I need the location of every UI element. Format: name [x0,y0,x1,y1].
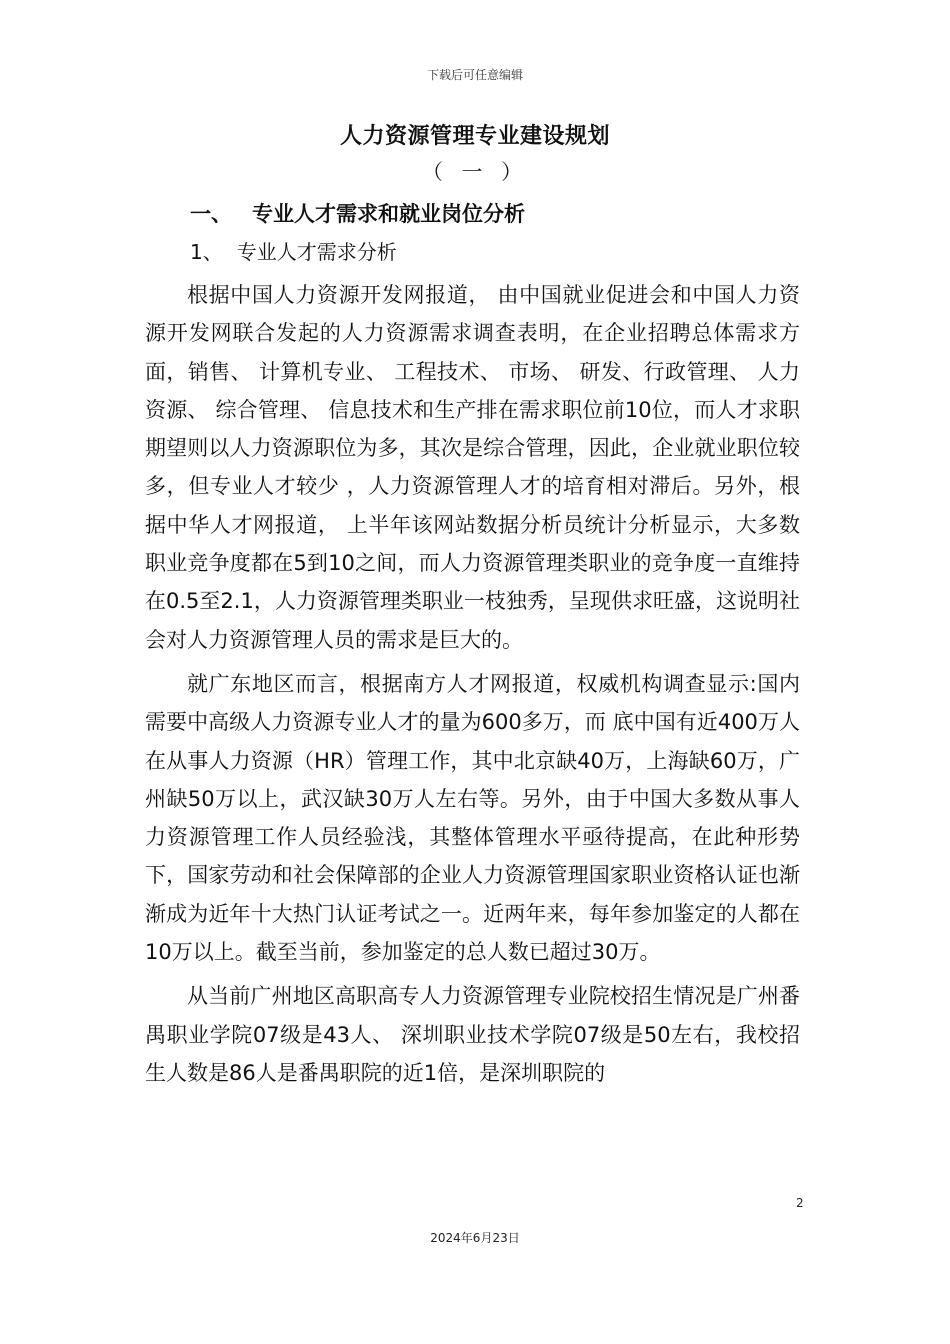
paragraph-1: 根据中国人力资源开发网报道， 由中国就业促进会和中国人力资源开发网联合发起的人力资源需求调查表明，在企业招聘总体需求方面，销售、 计算机专业、 工程技术、 市场、 研发、行政管理、 人力资源、 综合管理、 信息技术和生产排在需求职位前10位，而人才求职期望则以人力资源职位为多，其次是综合管理，因此，企业就业职位较多，但专业人才较少 ，人力资源管理人才的培育相对滞后。另外，根据中华人才网报道， 上半年该网站数据分析员统计分析显示，大多数职业竞争度都在5到10之间，而人力资源管理类职业的竞争度一直维持在0.5至2.1，人力资源管理类职业一枝独秀，呈现供求旺盛，这说明社会对人力资源管理人员的需求是巨大的。 [145,283,800,652]
subsection-heading [190,236,397,265]
document-subtitle: （ 一 ） [421,160,529,184]
paragraph-3: 从当前广州地区高职高专人力资源管理专业院校招生情况是广州番禺职业学院07级是43人、 深圳职业技术学院07级是50左右，我校招生人数是86人是番禺职院的近1倍，是深圳职院的 [145,984,800,1085]
section-title: 专业人才需求和就业岗位分析 [252,202,525,226]
page-number: 2 [796,1196,804,1210]
document-title: 人力资源管理专业建设规划 [339,124,610,149]
subsection-title: 专业人才需求分析 [236,240,397,264]
paragraph-2: 就广东地区而言，根据南方人才网报道，权威机构调查显示:国内需要中高级人力资源专业人才的量为600多万，而 底中国有近400万人在从事人力资源（HR）管理工作，其中北京缺40万，上海缺60万，广州缺50万以上，武汉缺30万人左右等。另外，由于中国大多数从事人力资源管理工作人员经验浅，其整体管理水平亟待提高，在此种形势下，国家劳动和社会保障部的企业人力资源管理国家职业资格认证也渐渐成为近年十大热门认证考试之一。近两年来，每年参加鉴定的人都在10万以上。截至当前，参加鉴定的总人数已超过30万。 [145,671,800,965]
header-note: 下载后可任意编辑 [426,68,523,82]
body-text [145,276,800,1092]
section-number: 一、 [190,202,232,226]
subsection-number: 1、 [190,240,223,264]
footer-date: 2024年6月23日 [430,1231,520,1245]
section-heading [190,198,525,228]
